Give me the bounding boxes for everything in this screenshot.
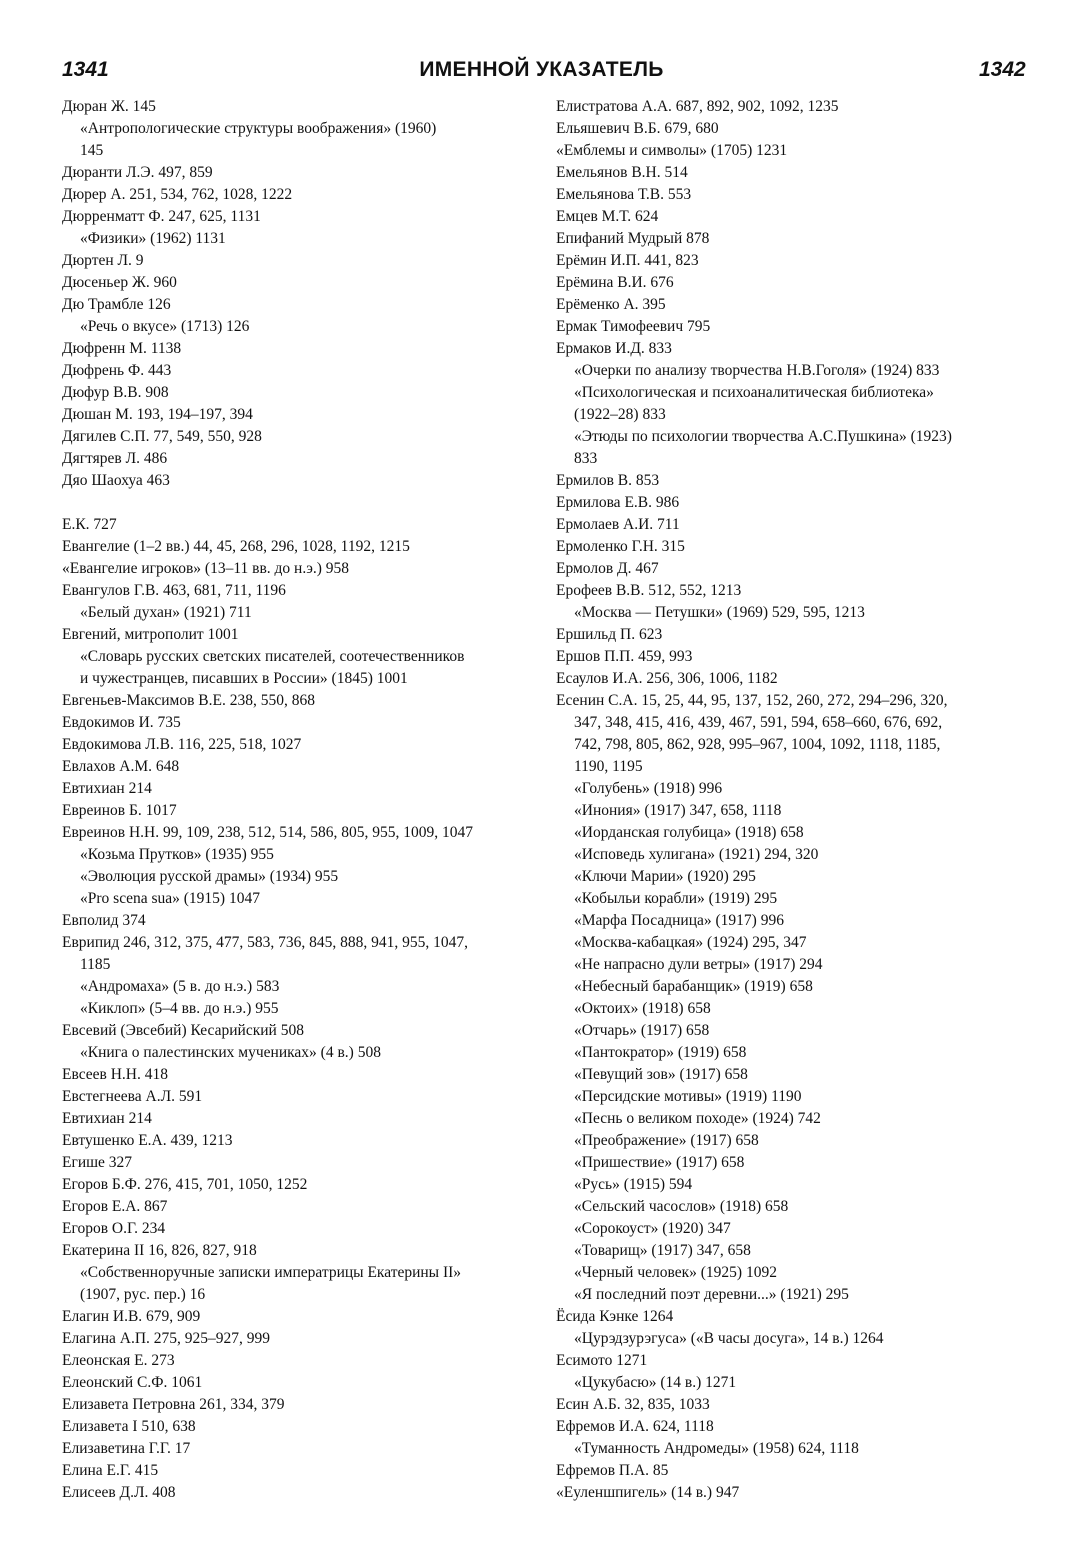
index-entry: Евангулов Г.В. 463, 681, 711, 1196 [62,582,286,599]
index-subentry: «Товарищ» (1917) 347, 658 [574,1242,751,1259]
index-entry: Ерофеев В.В. 512, 552, 1213 [556,582,742,599]
index-entry: Есин А.Б. 32, 835, 1033 [556,1396,710,1413]
index-entry: Елисеев Д.Л. 408 [62,1484,176,1501]
index-entry: Евангелие (1–2 вв.) 44, 45, 268, 296, 1028, 1192, 1215 [62,538,410,555]
index-entry: Елагина А.П. 275, 925–927, 999 [62,1330,271,1347]
index-subentry: «Белый духан» (1921) 711 [80,604,252,621]
index-subentry: «Козьма Прутков» (1935) 955 [80,846,274,863]
index-entry: Емельянова Т.В. 553 [556,186,692,203]
index-entry: «Евангелие игроков» (13–11 вв. до н.э.) 958 [62,560,350,577]
index-entry: Ермолов Д. 467 [556,560,659,577]
index-subentry: «Русь» (1915) 594 [574,1176,693,1193]
index-subentry: «Я последний поэт деревни...» (1921) 295 [574,1286,849,1303]
index-subentry: «Собственноручные записки императрицы Екатерины II» [80,1264,462,1281]
index-subentry: «Киклоп» (5–4 вв. до н.э.) 955 [80,1000,279,1017]
index-subentry: «Пришествие» (1917) 658 [574,1154,745,1171]
index-entry: Ерёменко А. 395 [556,296,666,313]
index-subentry: «Сельский часослов» (1918) 658 [574,1198,789,1215]
index-entry: Егоров О.Г. 234 [62,1220,166,1237]
index-entry: Ермаков И.Д. 833 [556,340,672,357]
index-entry: Евдокимова Л.В. 116, 225, 518, 1027 [62,736,302,753]
index-subentry: «Психологическая и психоаналитическая библиотека» [574,384,934,401]
index-subentry: «Цурэдзурэгуса» («В часы досуга», 14 в.) 1264 [574,1330,884,1347]
index-entry: Евсевий (Эвсебий) Кесарийский 508 [62,1022,304,1039]
index-entry: Есаулов И.А. 256, 306, 1006, 1182 [556,670,778,687]
index-entry: Есимото 1271 [556,1352,648,1369]
index-entry: Ершов П.П. 459, 993 [556,648,693,665]
index-entry: Егише 327 [62,1154,133,1171]
index-subentry: «Исповедь хулигана» (1921) 294, 320 [574,846,819,863]
index-entry: Дюртен Л. 9 [62,252,144,269]
index-continuation: (1907, рус. пер.) 16 [80,1286,206,1303]
index-entry: Дюфрень Ф. 443 [62,362,172,379]
index-subentry: «Преображение» (1917) 658 [574,1132,759,1149]
index-entry: Ермоленко Г.Н. 315 [556,538,685,555]
index-entry: Евтушенко Е.А. 439, 1213 [62,1132,233,1149]
index-entry: Евдокимов И. 735 [62,714,181,731]
index-entry: Евполид 374 [62,912,146,929]
index-entry: Евсеев Н.Н. 418 [62,1066,168,1083]
index-entry: Дюрер А. 251, 534, 762, 1028, 1222 [62,186,293,203]
index-entry: Ермилов В. 853 [556,472,660,489]
index-continuation: 1185 [80,956,111,973]
index-entry: Елагин И.В. 679, 909 [62,1308,201,1325]
index-entry: Евтихиан 214 [62,780,152,797]
index-entry: «Емблемы и символы» (1705) 1231 [556,142,788,159]
left-page-number: 1341 [62,58,109,81]
index-entry: Евреинов Б. 1017 [62,802,177,819]
index-entry: Егоров Б.Ф. 276, 415, 701, 1050, 1252 [62,1176,308,1193]
index-entry: Еврипид 246, 312, 375, 477, 583, 736, 845, 888, 941, 955, 1047, [62,934,469,951]
index-entry: Евтихиан 214 [62,1110,152,1127]
index-entry: Дюфренн М. 1138 [62,340,182,357]
index-entry: Ефремов И.А. 624, 1118 [556,1418,714,1435]
index-entry: Дяо Шаохуа 463 [62,472,170,489]
index-entry: Елистратова А.А. 687, 892, 902, 1092, 1235 [556,98,839,115]
left-index-column [62,96,532,1504]
index-entry: Ермак Тимофеевич 795 [556,318,711,335]
index-subentry: «Этюды по психологии творчества А.С.Пушкина» (1923) [574,428,952,445]
index-continuation: 347, 348, 415, 416, 439, 467, 591, 594, 658–660, 676, 692, [574,714,943,731]
index-entry: Епифаний Мудрый 878 [556,230,710,247]
index-entry: Емцев М.Т. 624 [556,208,659,225]
index-subentry: «Певущий зов» (1917) 658 [574,1066,748,1083]
index-subentry: «Не напрасно дули ветры» (1917) 294 [574,956,823,973]
index-entry: Елизаветина Г.Г. 17 [62,1440,191,1457]
index-subentry: «Голубень» (1918) 996 [574,780,723,797]
index-entry: Ермилова Е.В. 986 [556,494,680,511]
index-entry: Евстегнеева А.Л. 591 [62,1088,203,1105]
index-subentry: «Отчарь» (1917) 658 [574,1022,710,1039]
index-subentry: «Персидские мотивы» (1919) 1190 [574,1088,802,1105]
index-subentry: «Физики» (1962) 1131 [80,230,226,247]
index-continuation: 833 [574,450,598,467]
index-subentry: «Октоих» (1918) 658 [574,1000,711,1017]
index-subentry: «Инония» (1917) 347, 658, 1118 [574,802,782,819]
index-entry: Елизавета Петровна 261, 334, 379 [62,1396,285,1413]
index-continuation: 1190, 1195 [574,758,643,775]
index-continuation: 742, 798, 805, 862, 928, 995–967, 1004, 1092, 1118, 1185, [574,736,941,753]
index-entry: Елеонская Е. 273 [62,1352,175,1369]
index-continuation: 145 [80,142,104,159]
index-subentry: «Сорокоуст» (1920) 347 [574,1220,731,1237]
index-subentry: «Туманность Андромеды» (1958) 624, 1118 [574,1440,859,1457]
index-entry: Елеонский С.Ф. 1061 [62,1374,203,1391]
index-entry: Евреинов Н.Н. 99, 109, 238, 512, 514, 586, 805, 955, 1009, 1047 [62,824,473,841]
index-subentry: «Эволюция русской драмы» (1934) 955 [80,868,339,885]
index-entry: Евгений, митрополит 1001 [62,626,239,643]
index-subentry: «Кобыльи корабли» (1919) 295 [574,890,778,907]
page-header [0,58,1083,88]
index-subentry: «Книга о палестинских мучениках» (4 в.) 508 [80,1044,381,1061]
index-entry: Дягилев С.П. 77, 549, 550, 928 [62,428,262,445]
index-subentry: «Pro scena sua» (1915) 1047 [80,890,260,907]
index-entry: Дю Трамбле 126 [62,296,171,313]
index-subentry: «Пантократор» (1919) 658 [574,1044,747,1061]
right-index-column [556,96,1032,1504]
right-page-number: 1342 [979,58,1026,81]
index-subentry: «Антропологические структуры воображения» (1960) [80,120,437,137]
index-subentry: «Москва — Петушки» (1969) 529, 595, 1213 [574,604,865,621]
index-subentry: «Москва-кабацкая» (1924) 295, 347 [574,934,807,951]
index-entry: Дюсеньер Ж. 960 [62,274,177,291]
index-entry: Евгеньев-Максимов В.Е. 238, 550, 868 [62,692,315,709]
index-entry: Ёсида Кэнке 1264 [556,1308,674,1325]
index-entry: Ельяшевич В.Б. 679, 680 [556,120,719,137]
index-subentry: «Цукубасю» (14 в.) 1271 [574,1374,737,1391]
index-subentry: «Очерки по анализу творчества Н.В.Гоголя» (1924) 833 [574,362,940,379]
index-entry: Есенин С.А. 15, 25, 44, 95, 137, 152, 260, 272, 294–296, 320, [556,692,948,709]
index-entry: Ерёмина В.И. 676 [556,274,674,291]
index-entry: Дягтярев Л. 486 [62,450,168,467]
index-entry: Екатерина II 16, 826, 827, 918 [62,1242,257,1259]
index-entry: Ермолаев А.И. 711 [556,516,680,533]
index-subentry: «Небесный барабанщик» (1919) 658 [574,978,813,995]
index-entry: Дюфур В.В. 908 [62,384,169,401]
index-subentry: «Марфа Посадница» (1917) 996 [574,912,784,929]
index-entry: Елизавета I 510, 638 [62,1418,196,1435]
index-entry: Дюшан М. 193, 194–197, 394 [62,406,253,423]
index-subentry: «Ключи Марии» (1920) 295 [574,868,756,885]
index-continuation: (1922–28) 833 [574,406,666,423]
index-entry: Ефремов П.А. 85 [556,1462,669,1479]
index-subentry: «Иорданская голубица» (1918) 658 [574,824,804,841]
index-entry: Егоров Е.А. 867 [62,1198,168,1215]
index-entry: Ершильд П. 623 [556,626,663,643]
index-subentry: «Песнь о великом походе» (1924) 742 [574,1110,821,1127]
section-gap [62,492,532,514]
index-entry: Дюрренматт Ф. 247, 625, 1131 [62,208,261,225]
index-entry: Евлахов А.М. 648 [62,758,180,775]
index-entry: Дюранти Л.Э. 497, 859 [62,164,213,181]
index-continuation: и чужестранцев, писавших в России» (1845) 1001 [80,670,408,687]
index-subentry: «Словарь русских светских писателей, соотечественников [80,648,465,665]
index-entry: Емельянов В.Н. 514 [556,164,688,181]
index-entry: Дюран Ж. 145 [62,98,156,115]
page-title: ИМЕННОЙ УКАЗАТЕЛЬ [419,58,664,81]
index-entry: Елина Е.Г. 415 [62,1462,159,1479]
index-subentry: «Речь о вкусе» (1713) 126 [80,318,250,335]
index-entry: Ерёмин И.П. 441, 823 [556,252,699,269]
index-entry: Е.К. 727 [62,516,117,533]
index-subentry: «Черный человек» (1925) 1092 [574,1264,777,1281]
index-entry: «Еуленшпигель» (14 в.) 947 [556,1484,740,1501]
index-subentry: «Андромаха» (5 в. до н.э.) 583 [80,978,280,995]
